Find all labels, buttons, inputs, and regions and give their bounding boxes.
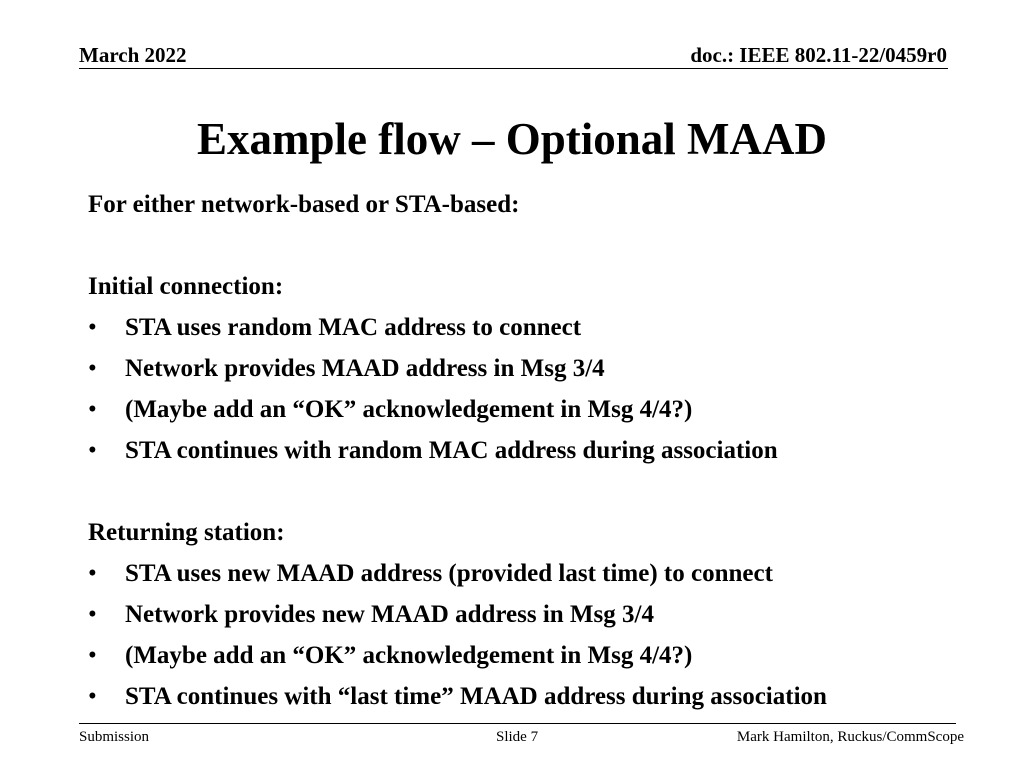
slide-title: Example flow – Optional MAAD — [197, 114, 827, 164]
list-item-text: (Maybe add an “OK” acknowledgement in Msg 4/4?) — [125, 396, 693, 423]
list-item — [88, 635, 988, 676]
list-item — [88, 389, 988, 430]
footer-submission: Submission — [79, 729, 150, 745]
bullet-icon: • — [88, 642, 97, 669]
intro-text: For either network-based or STA-based: — [88, 191, 520, 218]
bullet-icon: • — [88, 355, 97, 382]
bullet-icon: • — [88, 396, 97, 423]
list-item-text: Network provides new MAAD address in Msg 3/4 — [125, 601, 654, 628]
list-item — [88, 553, 988, 594]
footer-divider — [79, 723, 956, 724]
bullet-icon: • — [88, 437, 97, 464]
list-item-text: STA uses new MAAD address (provided last time) to connect — [125, 560, 773, 587]
list-item-text: STA uses random MAC address to connect — [125, 314, 582, 341]
section-heading-returning: Returning station: — [88, 519, 285, 546]
spacer — [88, 225, 988, 266]
footer-author: Mark Hamilton, Ruckus/CommScope — [736, 729, 964, 745]
list-item — [88, 430, 988, 471]
list-item-text: Network provides MAAD address in Msg 3/4 — [125, 355, 605, 382]
bullet-icon: • — [88, 314, 97, 341]
bullet-icon: • — [88, 560, 97, 587]
list-item — [88, 348, 988, 389]
section-heading-initial: Initial connection: — [88, 273, 284, 300]
list-item-text: STA continues with “last time” MAAD address during association — [125, 683, 827, 710]
footer-slide-number: Slide 7 — [496, 729, 539, 745]
slide-body — [88, 184, 988, 717]
header-divider — [79, 68, 948, 69]
header-date: March 2022 — [79, 43, 187, 67]
list-item-text: (Maybe add an “OK” acknowledgement in Msg 4/4?) — [125, 642, 693, 669]
list-item — [88, 307, 988, 348]
list-item — [88, 594, 988, 635]
bullet-icon: • — [88, 683, 97, 710]
bullet-icon: • — [88, 601, 97, 628]
list-item-text: STA continues with random MAC address during association — [125, 437, 778, 464]
header-doc-id: doc.: IEEE 802.11-22/0459r0 — [690, 43, 947, 67]
spacer — [88, 471, 988, 512]
list-item — [88, 676, 988, 717]
